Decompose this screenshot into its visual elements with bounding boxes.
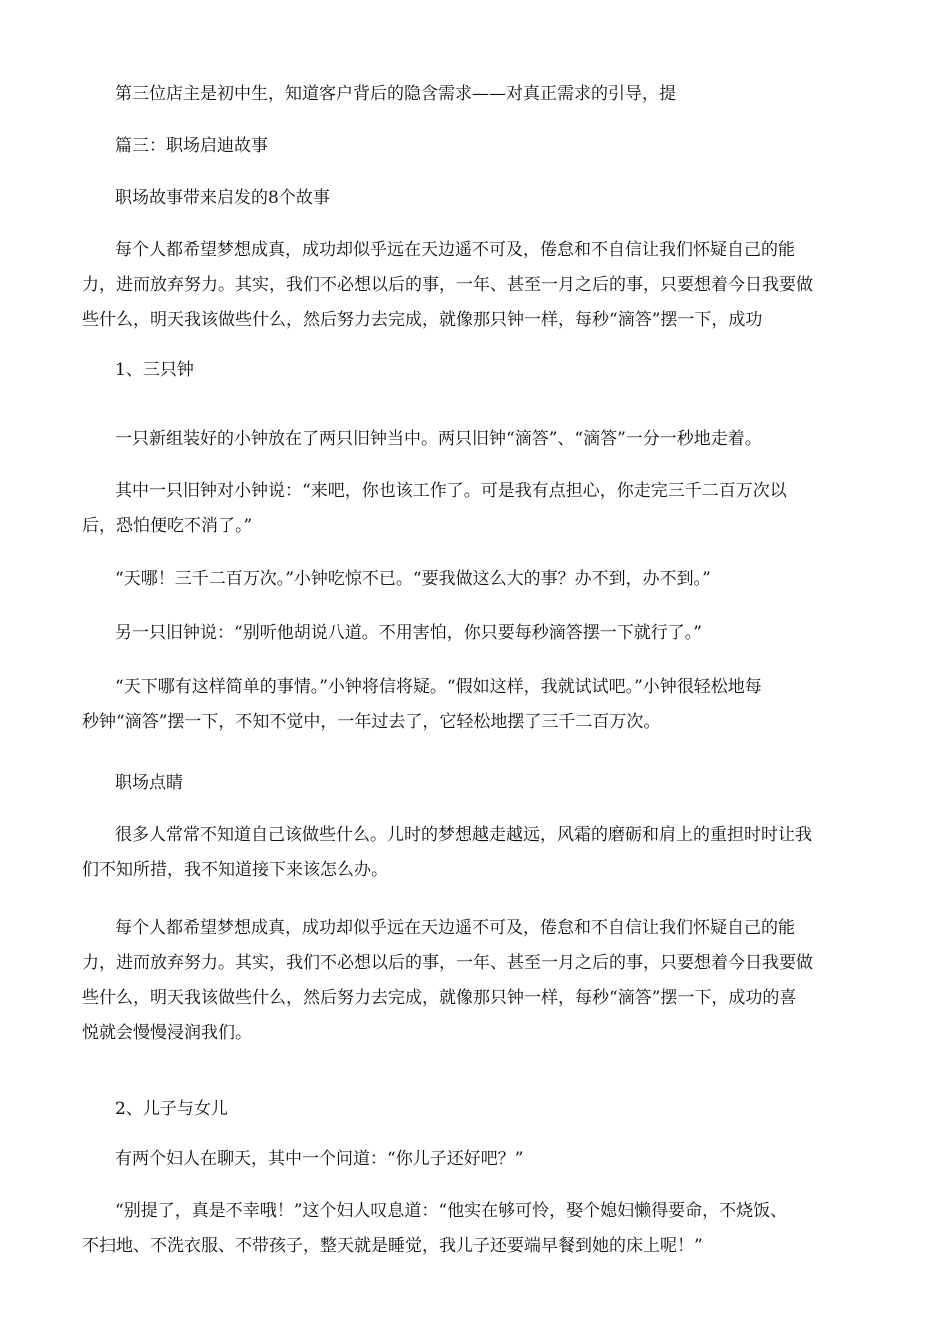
text-line: 悦就会慢慢浸润我们。 [82, 1023, 252, 1043]
text-line: 职场故事带来启发的8个故事 [115, 188, 330, 208]
paragraph [82, 911, 872, 1051]
text-line: 1、三只钟 [115, 360, 194, 380]
text-line: 们不知所措，我不知道接下来该怎么办。 [82, 860, 388, 880]
text-line: 不扫地、不洗衣服、不带孩子，整天就是睡觉，我儿子还要端早餐到她的床上呢！” [82, 1236, 703, 1256]
article-title [82, 181, 905, 216]
text-line: 职场点睛 [115, 773, 183, 793]
text-line: 2、儿子与女儿 [115, 1099, 228, 1119]
text-line: 有两个妇人在聊天，其中一个问道：“你儿子还好吧？” [115, 1149, 524, 1169]
text-line: 一只新组装好的小钟放在了两只旧钟当中。两只旧钟“滴答”、“滴答”一分一秒地走着。 [115, 429, 762, 449]
paragraph [82, 474, 872, 544]
text-line: 力，进而放弃努力。其实，我们不必想以后的事，一年、甚至一月之后的事，只要想着今日我要做 [82, 953, 813, 973]
text-line: 秒钟“滴答”摆一下，不知不觉中，一年过去了，它轻松地摆了三千二百万次。 [82, 712, 661, 732]
story-heading [82, 353, 905, 388]
text-line: 第三位店主是初中生，知道客户背后的隐含需求——对真正需求的引导，提 [115, 84, 676, 104]
paragraph [82, 616, 905, 651]
text-line: 些什么，明天我该做些什么，然后努力去完成，就像那只钟一样，每秒“滴答”摆一下，成功 [82, 310, 763, 330]
story-heading [82, 1092, 905, 1127]
text-line: 每个人都希望梦想成真，成功却似乎远在天边遥不可及，倦怠和不自信让我们怀疑自己的能 [115, 918, 795, 938]
paragraph [82, 233, 872, 338]
section-heading [82, 129, 905, 164]
paragraph [82, 77, 905, 112]
paragraph [82, 562, 905, 597]
text-line: 后，恐怕便吃不消了。” [82, 516, 253, 536]
section-heading [82, 766, 905, 801]
paragraph [82, 422, 905, 457]
text-line: 很多人常常不知道自己该做些什么。儿时的梦想越走越远，风霜的磨砺和肩上的重担时时让我 [115, 825, 812, 845]
text-line: 篇三：职场启迪故事 [115, 136, 268, 156]
text-line: 每个人都希望梦想成真，成功却似乎远在天边遥不可及，倦怠和不自信让我们怀疑自己的能 [115, 240, 795, 260]
text-line: 其中一只旧钟对小钟说：“来吧，你也该工作了。可是我有点担心，你走完三千二百万次以 [115, 481, 787, 501]
text-line: 力，进而放弃努力。其实，我们不必想以后的事，一年、甚至一月之后的事，只要想着今日我要做 [82, 275, 813, 295]
paragraph [82, 670, 872, 740]
paragraph [82, 818, 872, 888]
text-line: “别提了，真是不幸哦！”这个妇人叹息道：“他实在够可怜，娶个媳妇懒得要命，不烧饭、 [115, 1201, 788, 1221]
text-line: 另一只旧钟说：“别听他胡说八道。不用害怕，你只要每秒滴答摆一下就行了。” [115, 623, 702, 643]
text-line: “天哪！三千二百万次。”小钟吃惊不已。“要我做这么大的事？办不到，办不到。” [115, 569, 711, 589]
text-line: “天下哪有这样简单的事情。”小钟将信将疑。“假如这样，我就试试吧。”小钟很轻松地每 [115, 677, 762, 697]
paragraph [82, 1142, 905, 1177]
paragraph [82, 1194, 872, 1264]
text-line: 些什么，明天我该做些什么，然后努力去完成，就像那只钟一样，每秒“滴答”摆一下，成功的喜 [82, 988, 797, 1008]
